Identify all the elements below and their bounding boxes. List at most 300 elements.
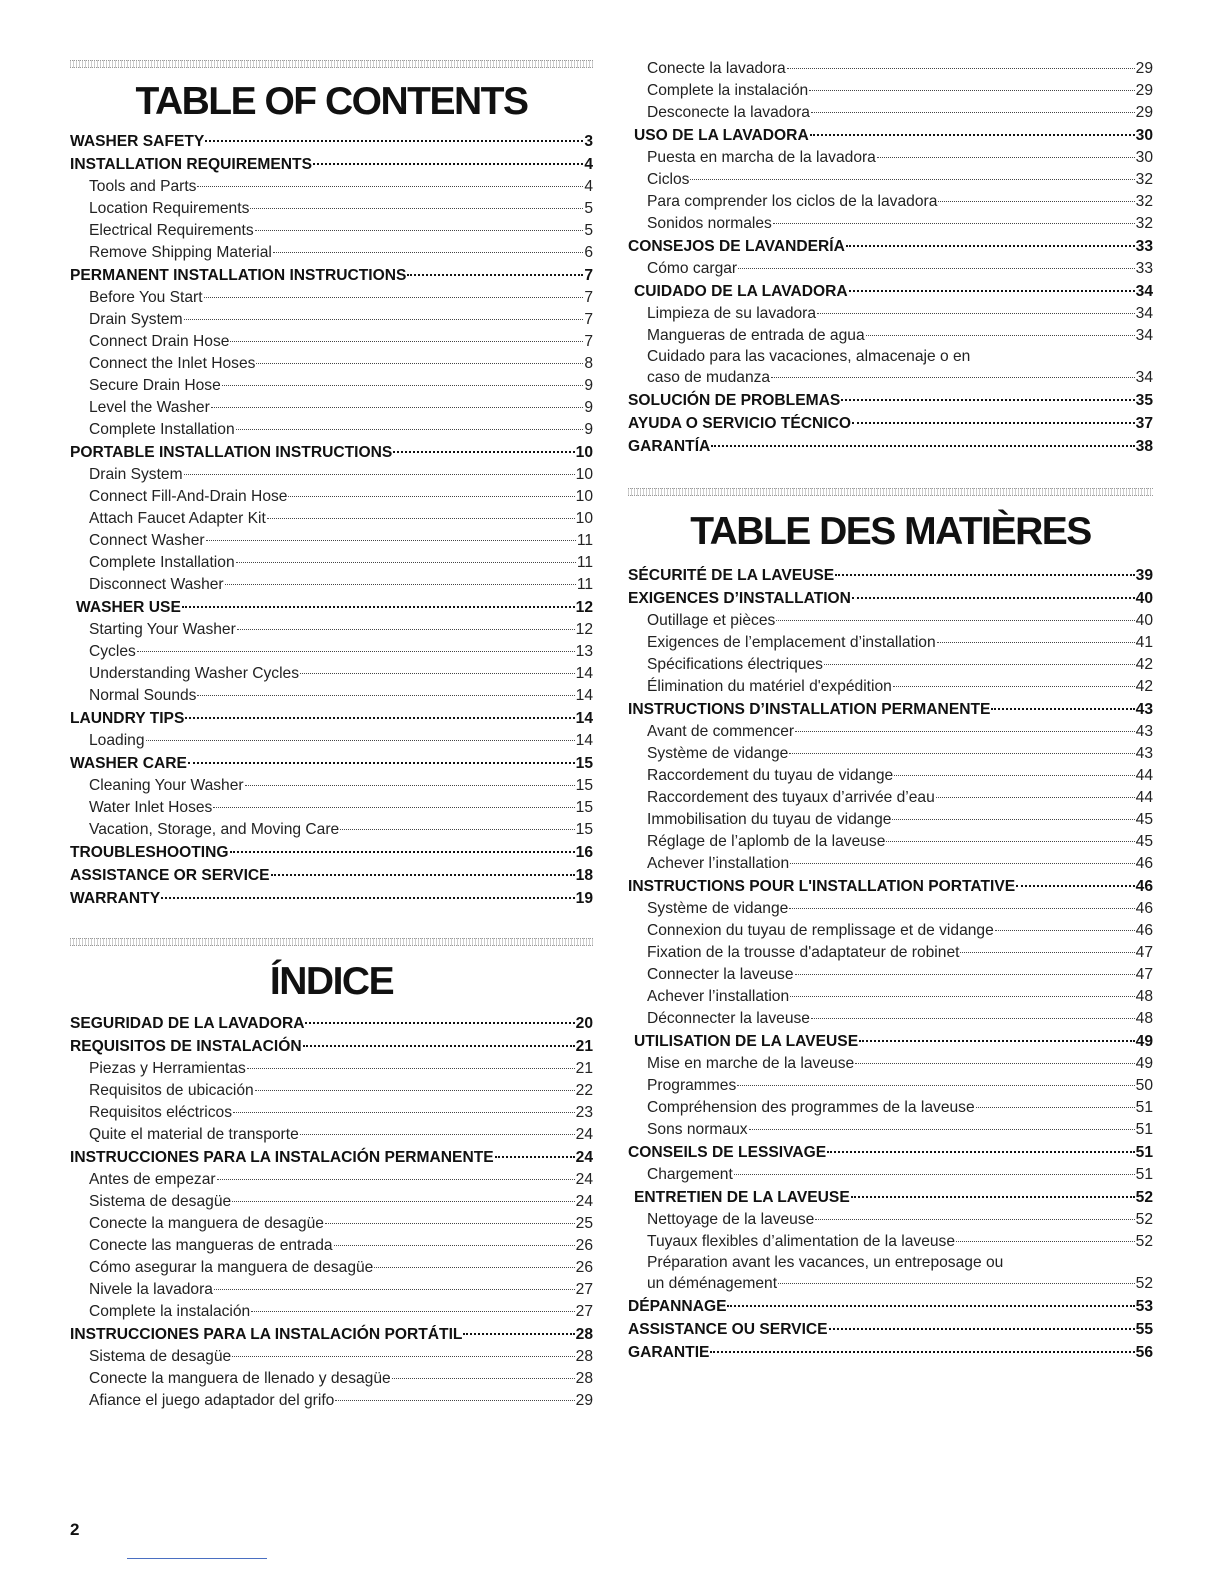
- toc-page-number: 24: [575, 1126, 593, 1143]
- toc-page-number: 34: [1135, 327, 1153, 344]
- dot-leader: [835, 574, 1134, 576]
- dot-leader: [815, 1219, 1134, 1220]
- toc-subsection-entry[interactable]: [70, 287, 593, 309]
- dot-leader: [877, 157, 1135, 158]
- dot-leader: [255, 1090, 575, 1091]
- toc-section-entry[interactable]: [70, 130, 593, 153]
- toc-page-number: 11: [576, 532, 593, 549]
- toc-page-number: 24: [575, 1171, 593, 1188]
- toc-entry-title: INSTALLATION REQUIREMENTS: [70, 156, 312, 173]
- toc-entry-title: Cómo cargar: [647, 260, 738, 277]
- toc-subsection-entry[interactable]: [70, 309, 593, 331]
- toc-entry-title: Attach Faucet Adapter Kit: [89, 510, 266, 527]
- toc-page-number: 45: [1135, 811, 1153, 828]
- toc-subsection-entry[interactable]: [628, 632, 1153, 654]
- dot-leader: [230, 851, 575, 853]
- toc-subsection-entry[interactable]: [70, 552, 593, 574]
- toc-subsection-entry[interactable]: [628, 986, 1153, 1008]
- toc-subsection-entry[interactable]: [70, 1124, 593, 1146]
- toc-entry-title: Understanding Washer Cycles: [89, 665, 300, 682]
- toc-entry-title: Programmes: [647, 1077, 737, 1094]
- toc-entry-title: Connect Fill-And-Drain Hose: [89, 488, 288, 505]
- dot-leader: [737, 1085, 1134, 1086]
- toc-entry-title: INSTRUCTIONS POUR L'INSTALLATION PORTATIVE: [628, 878, 1016, 895]
- toc-subsection-entry[interactable]: [70, 574, 593, 596]
- toc-subsection-entry[interactable]: [70, 353, 593, 375]
- dot-leader: [827, 1151, 1135, 1153]
- toc-subsection-entry[interactable]: [628, 1209, 1153, 1231]
- toc-subsection-entry[interactable]: [70, 486, 593, 508]
- toc-entry-title: Fixation de la trousse d'adaptateur de robinet: [647, 944, 960, 961]
- toc-section-entry[interactable]: [628, 698, 1153, 721]
- toc-entry-title: CUIDADO DE LA LAVADORA: [634, 283, 848, 300]
- toc-page-number: 8: [584, 355, 593, 372]
- toc-page-number: 51: [1135, 1144, 1153, 1161]
- dot-leader: [232, 1356, 574, 1357]
- toc-subsection-entry[interactable]: [628, 1075, 1153, 1097]
- toc-entry-title: Complete Installation: [89, 421, 235, 438]
- toc-section-entry[interactable]: [628, 1186, 1153, 1209]
- toc-subsection-entry[interactable]: [628, 809, 1153, 831]
- toc-entry-title: Cleaning Your Washer: [89, 777, 244, 794]
- toc-page-number: 39: [1135, 567, 1153, 584]
- toc-page-number: 14: [575, 665, 593, 682]
- toc-entry-title: Limpieza de su lavadora: [647, 305, 817, 322]
- toc-subsection-entry[interactable]: [628, 191, 1153, 213]
- toc-page-number: 23: [575, 1104, 593, 1121]
- toc-subsection-entry[interactable]: [70, 397, 593, 419]
- toc-page-number: 51: [1135, 1121, 1153, 1138]
- dot-leader: [182, 606, 575, 608]
- toc-page-number: 40: [1135, 612, 1153, 629]
- toc-section-entry[interactable]: [70, 707, 593, 730]
- toc-subsection-entry[interactable]: [70, 663, 593, 685]
- dot-leader: [305, 1022, 574, 1024]
- dot-leader: [251, 1311, 574, 1312]
- toc-page-number: 46: [1135, 900, 1153, 917]
- toc-subsection-entry[interactable]: [628, 1273, 1153, 1295]
- toc-entry-title: Complete Installation: [89, 554, 235, 571]
- dot-leader: [789, 753, 1134, 754]
- toc-page-number: 44: [1135, 767, 1153, 784]
- toc-page-number: 25: [575, 1215, 593, 1232]
- toc-page-number: 26: [575, 1237, 593, 1254]
- toc-page-number: 40: [1135, 590, 1153, 607]
- toc-entry-title: Achever l’installation: [647, 988, 790, 1005]
- toc-entry-title: Système de vidange: [647, 900, 789, 917]
- dot-leader: [829, 1328, 1135, 1330]
- dot-leader: [392, 1378, 575, 1379]
- toc-subsection-entry[interactable]: [628, 102, 1153, 124]
- toc-entry-title: REQUISITOS DE INSTALACIÓN: [70, 1038, 302, 1055]
- toc-subsection-entry[interactable]: [70, 1058, 593, 1080]
- toc-section-entry[interactable]: [628, 124, 1153, 147]
- dot-leader: [778, 1283, 1135, 1284]
- toc-page-number: 43: [1135, 745, 1153, 762]
- toc-section-entry[interactable]: [628, 564, 1153, 587]
- toc-page-number: 14: [575, 732, 593, 749]
- toc-page-number: 43: [1135, 723, 1153, 740]
- toc-entry-title: GARANTÍA: [628, 438, 711, 455]
- toc-subsection-entry[interactable]: [70, 198, 593, 220]
- toc-page-number: 48: [1135, 1010, 1153, 1027]
- dot-leader: [795, 731, 1135, 732]
- section-divider: [628, 488, 1153, 496]
- toc-entry-title: Achever l’installation: [647, 855, 790, 872]
- toc-title: TABLE OF CONTENTS: [135, 80, 528, 123]
- dot-leader: [374, 1267, 574, 1268]
- toc-entry-title: Disconnect Washer: [89, 576, 224, 593]
- dot-leader: [690, 179, 1134, 180]
- left-column: [70, 60, 593, 1412]
- toc-entry-title: Antes de empezar: [89, 1171, 216, 1188]
- dot-leader: [846, 245, 1135, 247]
- toc-entry-title: Sistema de desagüe: [89, 1193, 232, 1210]
- toc-entry-title: Remove Shipping Material: [89, 244, 272, 261]
- toc-subsection-entry[interactable]: [70, 1169, 593, 1191]
- toc-page-number: 52: [1135, 1211, 1153, 1228]
- dot-leader: [393, 451, 574, 453]
- toc-subsection-entry[interactable]: [70, 1191, 593, 1213]
- toc-entry-title: Déconnecter la laveuse: [647, 1010, 810, 1027]
- toc-subsection-entry[interactable]: [628, 147, 1153, 169]
- tdm-title: TABLE DES MATIÈRES: [690, 510, 1091, 553]
- toc-subsection-entry[interactable]: [628, 654, 1153, 676]
- toc-page-number: 55: [1135, 1321, 1153, 1338]
- toc-entry-title: AYUDA O SERVICIO TÉCNICO: [628, 415, 851, 432]
- toc-subsection-entry[interactable]: [628, 920, 1153, 942]
- toc-subsection-entry[interactable]: [70, 1257, 593, 1279]
- dot-leader: [795, 974, 1135, 975]
- toc-entry-title: Outillage et pièces: [647, 612, 776, 629]
- dot-leader: [256, 363, 583, 364]
- toc-section-entry[interactable]: [70, 864, 593, 887]
- dot-leader: [197, 695, 574, 696]
- toc-subsection-entry[interactable]: [628, 942, 1153, 964]
- dot-leader: [267, 518, 575, 519]
- dot-leader: [938, 201, 1134, 202]
- toc-entry-title: Quite el material de transporte: [89, 1126, 299, 1143]
- dot-leader: [232, 1201, 574, 1202]
- toc-subsection-entry[interactable]: [70, 775, 593, 797]
- toc-page-number: 7: [584, 333, 593, 350]
- dot-leader: [773, 223, 1135, 224]
- toc-page-number: 20: [575, 1015, 593, 1032]
- toc-subsection-entry[interactable]: [628, 213, 1153, 235]
- toc-page-number: 7: [584, 267, 593, 284]
- toc-page-number: 33: [1135, 238, 1153, 255]
- toc-entry-title: Immobilisation du tuyau de vidange: [647, 811, 892, 828]
- dot-leader: [749, 1129, 1135, 1130]
- toc-entry-title: caso de mudanza: [647, 369, 771, 386]
- toc-subsection-entry[interactable]: [70, 819, 593, 841]
- toc-subsection-entry[interactable]: [628, 787, 1153, 809]
- toc-subsection-entry[interactable]: [70, 1080, 593, 1102]
- dot-leader: [206, 540, 576, 541]
- toc-page-number: 32: [1135, 215, 1153, 232]
- dot-leader: [956, 1241, 1135, 1242]
- toc-subsection-entry[interactable]: [628, 964, 1153, 986]
- toc-section-entry[interactable]: [628, 280, 1153, 303]
- toc-entry-title: Afiance el juego adaptador del grifo: [89, 1392, 335, 1409]
- toc-page-number: 28: [575, 1348, 593, 1365]
- toc-page-number: 12: [575, 599, 593, 616]
- toc-subsection-entry[interactable]: [628, 676, 1153, 698]
- toc-page-number: 46: [1135, 855, 1153, 872]
- toc-section-entry[interactable]: [628, 235, 1153, 258]
- toc-page-number: 52: [1135, 1275, 1153, 1292]
- toc-entry-title: Avant de commencer: [647, 723, 795, 740]
- toc-section-entry[interactable]: [628, 1295, 1153, 1318]
- toc-section-entry[interactable]: [628, 1030, 1153, 1053]
- toc-entry-title: Water Inlet Hoses: [89, 799, 213, 816]
- toc-page-number: 7: [584, 311, 593, 328]
- toc-subsection-entry[interactable]: [628, 258, 1153, 280]
- toc-entry-title: INSTRUCCIONES PARA LA INSTALACIÓN PORTÁTIL: [70, 1326, 463, 1343]
- toc-section-entry[interactable]: [628, 435, 1153, 458]
- toc-section-entry[interactable]: [70, 441, 593, 464]
- toc-entry-title: Sonidos normales: [647, 215, 772, 232]
- dot-leader: [340, 829, 574, 830]
- toc-entry-title: Connexion du tuyau de remplissage et de vidange: [647, 922, 994, 939]
- toc-page-number: 24: [575, 1149, 593, 1166]
- toc-entry-title: GARANTIE: [628, 1344, 710, 1361]
- toc-page-number: 27: [575, 1281, 593, 1298]
- toc-page-number: 35: [1135, 392, 1153, 409]
- toc-subsection-entry[interactable]: [70, 1279, 593, 1301]
- toc-entry-title: WARRANTY: [70, 890, 161, 907]
- toc-section-entry[interactable]: [70, 841, 593, 864]
- toc-entry-title: Élimination du matériel d'expédition: [647, 678, 892, 695]
- toc-subsection-entry[interactable]: [628, 743, 1153, 765]
- toc-page-number: 37: [1135, 415, 1153, 432]
- toc-page-number: 19: [575, 890, 593, 907]
- toc-page-number: 15: [575, 799, 593, 816]
- toc-subsection-entry[interactable]: [628, 1008, 1153, 1030]
- toc-page-number: 10: [575, 444, 593, 461]
- toc-section-entry[interactable]: [70, 1035, 593, 1058]
- dot-leader: [809, 90, 1134, 91]
- toc-page-number: 9: [584, 421, 593, 438]
- dot-leader: [738, 268, 1135, 269]
- toc-page-number: 30: [1135, 149, 1153, 166]
- indice-title: ÍNDICE: [269, 960, 394, 1003]
- toc-section-entry[interactable]: [628, 1318, 1153, 1341]
- toc-subsection-entry[interactable]: [70, 1102, 593, 1124]
- toc-page-number: 56: [1135, 1344, 1153, 1361]
- toc-subsection-entry[interactable]: [70, 530, 593, 552]
- toc-page-number: 50: [1135, 1077, 1153, 1094]
- toc-subsection-entry[interactable]: [628, 1231, 1153, 1253]
- toc-section-entry[interactable]: [628, 875, 1153, 898]
- toc-entry-title: Drain System: [89, 466, 183, 483]
- toc-page-number: 29: [1135, 104, 1153, 121]
- toc-section-entry[interactable]: [628, 412, 1153, 435]
- toc-entry-title: Raccordement des tuyaux d’arrivée d’eau: [647, 789, 935, 806]
- dot-leader: [204, 297, 584, 298]
- toc-subsection-entry[interactable]: [70, 220, 593, 242]
- toc-entry-title: Compréhension des programmes de la laveuse: [647, 1099, 975, 1116]
- toc-section-entry[interactable]: [628, 587, 1153, 610]
- toc-section-entry[interactable]: [70, 887, 593, 910]
- toc-entry-title: Loading: [89, 732, 145, 749]
- toc-page-number: 49: [1135, 1033, 1153, 1050]
- toc-page-number: 11: [576, 554, 593, 571]
- toc-entry-title: Réglage de l’aplomb de la laveuse: [647, 833, 886, 850]
- toc-subsection-entry[interactable]: [70, 375, 593, 397]
- dot-leader: [313, 163, 583, 165]
- toc-subsection-entry[interactable]: [70, 641, 593, 663]
- dot-leader: [233, 1112, 575, 1113]
- dot-leader: [273, 252, 583, 253]
- toc-entry-title: Connect the Inlet Hoses: [89, 355, 256, 372]
- toc-page-number: 6: [584, 244, 593, 261]
- toc-subsection-entry[interactable]: [70, 1213, 593, 1235]
- toc-page-number: 32: [1135, 193, 1153, 210]
- dot-leader: [230, 341, 583, 342]
- dot-leader: [852, 422, 1135, 424]
- toc-page-number: 52: [1135, 1189, 1153, 1206]
- toc-page-number: 24: [575, 1193, 593, 1210]
- dot-leader: [222, 385, 584, 386]
- toc-page-number: 49: [1135, 1055, 1153, 1072]
- toc-section-entry[interactable]: [628, 389, 1153, 412]
- toc-subsection-entry[interactable]: [628, 898, 1153, 920]
- toc-subsection-entry[interactable]: [70, 619, 593, 641]
- toc-subsection-entry[interactable]: [70, 419, 593, 441]
- toc-subsection-entry[interactable]: [628, 831, 1153, 853]
- toc-subsection-entry[interactable]: [628, 303, 1153, 325]
- toc-entry-title-line1: Préparation avant les vacances, un entreposage ou: [647, 1254, 1004, 1271]
- toc-page-number: 29: [575, 1392, 593, 1409]
- toc-subsection-entry[interactable]: [628, 169, 1153, 191]
- dot-leader: [937, 642, 1135, 643]
- toc-entry-title: Mangueras de entrada de agua: [647, 327, 865, 344]
- toc-page-number: 9: [584, 399, 593, 416]
- toc-subsection-entry[interactable]: [70, 464, 593, 486]
- toc-subsection-entry[interactable]: [70, 1235, 593, 1257]
- dot-leader: [852, 597, 1135, 599]
- toc-subsection-entry[interactable]: [628, 610, 1153, 632]
- toc-entry-title: Nettoyage de la laveuse: [647, 1211, 815, 1228]
- dot-leader: [245, 785, 575, 786]
- toc-subsection-entry[interactable]: [628, 1053, 1153, 1075]
- toc-page-number: 30: [1135, 127, 1153, 144]
- dot-leader: [851, 1196, 1135, 1198]
- toc-subsection-entry[interactable]: [70, 797, 593, 819]
- toc-page-number: 15: [575, 755, 593, 772]
- toc-entry-title: Para comprender los ciclos de la lavadora: [647, 193, 938, 210]
- toc-subsection-entry[interactable]: [70, 176, 593, 198]
- dot-leader: [1016, 885, 1134, 887]
- dot-leader: [849, 290, 1135, 292]
- toc-entry-title: Complete la instalación: [89, 1303, 251, 1320]
- toc-section-entry[interactable]: [70, 153, 593, 176]
- toc-subsection-entry[interactable]: [628, 721, 1153, 743]
- page-number: 2: [70, 1520, 80, 1539]
- toc-section-entry[interactable]: [70, 1323, 593, 1346]
- toc-page-number: 4: [584, 178, 593, 195]
- toc-subsection-entry[interactable]: [628, 1097, 1153, 1119]
- toc-subsection-entry[interactable]: [70, 1368, 593, 1390]
- toc-subsection-entry[interactable]: [70, 685, 593, 707]
- toc-entry-title: INSTRUCTIONS D’INSTALLATION PERMANENTE: [628, 701, 991, 718]
- toc-page-number: 10: [575, 488, 593, 505]
- toc-subsection-entry[interactable]: [70, 242, 593, 264]
- toc-entry-title: Location Requirements: [89, 200, 250, 217]
- toc-page-number: 12: [575, 621, 593, 638]
- dot-leader: [137, 651, 575, 652]
- dot-leader: [886, 841, 1134, 842]
- toc-subsection-entry[interactable]: [628, 367, 1153, 389]
- toc-section-entry[interactable]: [628, 1141, 1153, 1164]
- toc-section-entry[interactable]: [70, 1012, 593, 1035]
- toc-page-number: 46: [1135, 922, 1153, 939]
- toc-section-entry[interactable]: [70, 752, 593, 775]
- dot-leader: [250, 208, 583, 209]
- toc-section-entry[interactable]: [628, 1341, 1153, 1364]
- toc-subsection-entry[interactable]: [70, 508, 593, 530]
- toc-entry-title: Electrical Requirements: [89, 222, 254, 239]
- toc-page-number: 52: [1135, 1233, 1153, 1250]
- toc-entry-title: SEGURIDAD DE LA LAVADORA: [70, 1015, 305, 1032]
- dot-leader: [184, 474, 575, 475]
- dot-leader: [213, 807, 574, 808]
- toc-entry-title-line1: Cuidado para las vacaciones, almacenaje o en: [647, 348, 971, 365]
- toc-entry-title: Piezas y Herramientas: [89, 1060, 246, 1077]
- toc-entry-title: Spécifications électriques: [647, 656, 823, 673]
- toc-entry-title: Raccordement du tuyau de vidange: [647, 767, 894, 784]
- toc-page-number: 34: [1135, 283, 1153, 300]
- toc-subsection-entry[interactable]: [70, 1301, 593, 1323]
- toc-subsection-entry[interactable]: [628, 58, 1153, 80]
- toc-entry-title: Drain System: [89, 311, 183, 328]
- toc-section-entry[interactable]: [70, 596, 593, 619]
- toc-entry-title: Desconecte la lavadora: [647, 104, 810, 121]
- toc-page-number: 46: [1135, 878, 1153, 895]
- toc-entry-title: UTILISATION DE LA LAVEUSE: [634, 1033, 859, 1050]
- toc-section-entry[interactable]: [70, 1146, 593, 1169]
- toc-subsection-entry[interactable]: [628, 765, 1153, 787]
- toc-subsection-entry[interactable]: [70, 730, 593, 752]
- toc-page-number: 51: [1135, 1099, 1153, 1116]
- dot-leader: [205, 140, 583, 142]
- toc-page-number: 42: [1135, 678, 1153, 695]
- toc-entry-title: WASHER CARE: [70, 755, 187, 772]
- dot-leader: [995, 930, 1135, 931]
- toc-subsection-entry[interactable]: [70, 1390, 593, 1412]
- toc-entry-title: CONSEILS DE LESSIVAGE: [628, 1144, 827, 1161]
- dot-leader: [892, 819, 1134, 820]
- dot-leader: [855, 1063, 1134, 1064]
- toc-subsection-entry[interactable]: [628, 1164, 1153, 1186]
- dot-leader: [197, 186, 583, 187]
- toc-subsection-entry[interactable]: [628, 853, 1153, 875]
- toc-entry-title: CONSEJOS DE LAVANDERÍA: [628, 238, 845, 255]
- toc-subsection-entry[interactable]: [70, 1346, 593, 1368]
- dot-leader: [300, 1134, 575, 1135]
- dot-leader: [789, 908, 1134, 909]
- section-divider: [70, 938, 593, 946]
- toc-entry-title: Chargement: [647, 1166, 733, 1183]
- toc-subsection-entry[interactable]: [628, 80, 1153, 102]
- toc-section-entry[interactable]: [70, 264, 593, 287]
- toc-subsection-entry[interactable]: [628, 1119, 1153, 1141]
- toc-subsection-entry[interactable]: [70, 331, 593, 353]
- toc-entry-title: Complete la instalación: [647, 82, 809, 99]
- toc-page-number: 28: [575, 1370, 593, 1387]
- toc-subsection-entry[interactable]: [628, 325, 1153, 347]
